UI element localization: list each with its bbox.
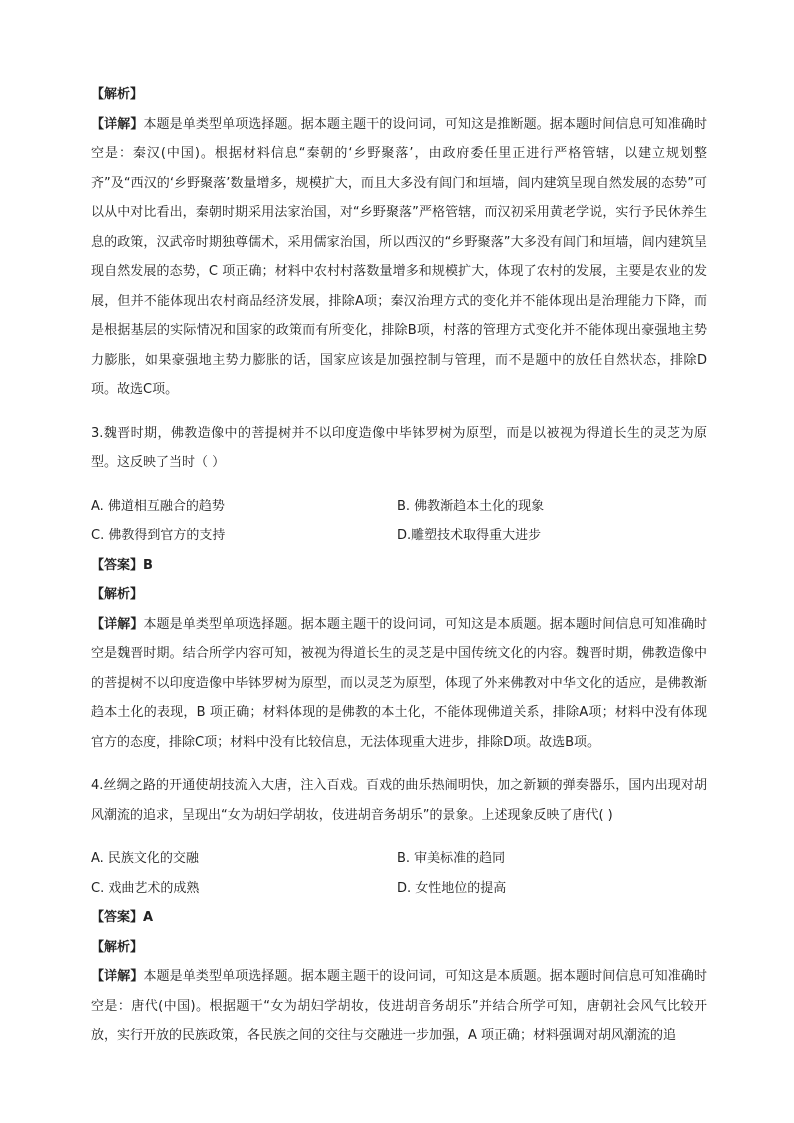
detail-label: 【详解】 [91,116,144,132]
question-3-stem: 3.魏晋时期，佛教造像中的菩提树并不以印度造像中毕钵罗树为原型，而是以被视为得道长生的灵芝为原型。这反映了当时（ ） [91,425,707,470]
option-d: D. 女性地位的提高 [397,880,507,896]
detail-label: 【详解】 [91,616,144,632]
analysis-label: 【解析】 [91,87,144,102]
question-4-stem: 4.丝绸之路的开通使胡技流入大唐，注入百戏。百戏的曲乐热闹明快，加之新颖的弹奏器乐，国内出现对胡风潮流的追求，呈现出“女为胡妇学胡妆，伎进胡音务胡乐”的景象。上述现象反映了唐代( ) [91,778,707,823]
detail-paragraph [91,610,707,758]
option-b: B. 审美标准的趋同 [397,851,506,866]
detail-label: 【详解】 [91,969,144,984]
answer-label: 【答案】A [91,910,154,925]
detail-text: 本题是单类型单项选择题。据本题主题干的设问词，可知这是本质题。据本题时间信息可知准确时空是：唐代(中国)。根据题干“女为胡妇学胡妆，伎进胡音务胡乐”并结合所学可知，唐朝社会风气比较开放，实行开放的民族政策，各民族之间的交往与交融进一步加强，A 项正确；材料强调对胡风潮流的追 [91,969,707,1043]
option-b: B. 佛教渐趋本土化的现象 [397,498,545,514]
option-c: C. 佛教得到官方的支持 [91,528,226,543]
detail-paragraph [91,962,707,1051]
question-3-options [91,492,707,551]
question-4-options [91,844,707,903]
option-d: D.雕塑技术取得重大进步 [397,528,542,543]
detail-text: 本题是单类型单项选择题。据本题主题干的设问词，可知这是本质题。据本题时间信息可知准确时空是魏晋时期。结合所学内容可知，被视为得道长生的灵芝是中国传统文化的内容。魏晋时期，佛教造像中的菩提树不以印度造像中毕钵罗树为原型，而以灵芝为原型，体现了外来佛教对中华文化的适应，是佛教渐趋本土化的表现，B 项正确；材料体现的是佛教的本土化，不能体现佛道关系，排除A项；材料中没有体现官方的态度，排除C项；材料中没有比较信息，无法体现重大进步，排除D项。故选B项。 [91,616,707,750]
option-a: A. 民族文化的交融 [91,851,199,866]
detail-paragraph [91,110,707,405]
detail-text: 本题是单类型单项选择题。据本题主题干的设问词，可知这是推断题。据本题时间信息可知准确时空是：秦汉(中国)。根据材料信息“秦朝的‘乡野聚落’，由政府委任里正进行严格管辖，以建立规划整齐”及“西汉的‘乡野聚落’数量增多，规模扩大，而且大多没有闾门和垣墙，闾内建筑呈现自然发展的态势”可以从中对比看出，秦朝时期采用法家治国，对“乡野聚落”严格管辖，而汉初采用黄老学说，实行予民休养生息的政策，汉武帝时期独尊儒术，采用儒家治国，所以西汉的“乡野聚落”大多没有闾门和垣墙，闾内建筑呈现自然发展的态势，C 项正确；材料中农村村落数量增多和规模扩大，体现了农村的发展，主要是农业的发展，但并不能体现出农村商品经济发展，排除A项；秦汉治理方式的变化并不能体现出是治理能力下降，而是根据基层的实际情况和国家的政策而有所变化，排除B项，村落的管理方式变化并不能体现出豪强地主势力膨胀，如果豪强地主势力膨胀的话，国家应该是加强控制与管理，而不是题中的放任自然状态，排除D项。故选C项。 [91,116,707,397]
answer-label: 【答案】B [91,557,153,573]
option-c: C. 戏曲艺术的成熟 [91,880,200,896]
analysis-label: 【解析】 [91,939,144,955]
option-a: A. 佛道相互融合的趋势 [91,498,225,514]
analysis-label: 【解析】 [91,587,144,602]
document-page [91,80,707,1051]
